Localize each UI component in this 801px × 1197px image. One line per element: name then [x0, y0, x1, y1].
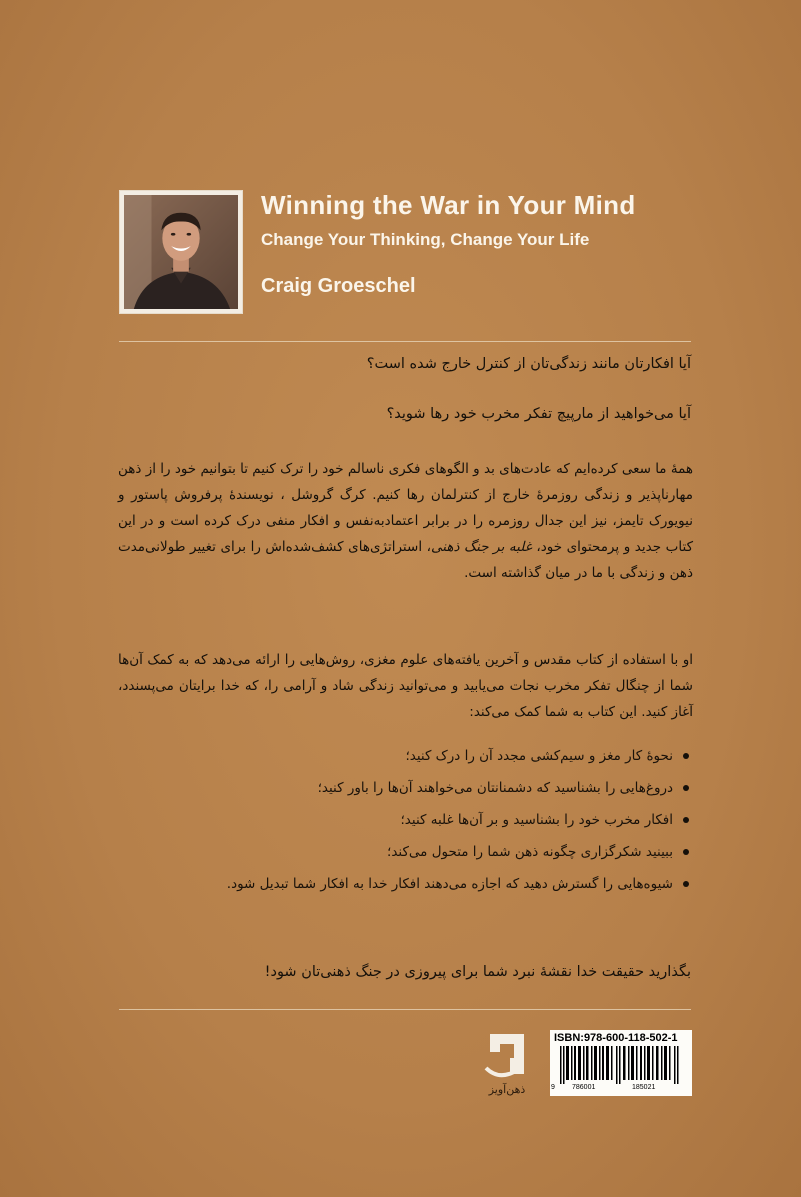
list-item: شیوه‌هایی را گسترش دهید که اجازه می‌دهند افکار خدا به افکار شما تبدیل شود.	[116, 871, 691, 897]
book-persian-title: غلبه بر جنگ ذهنی	[431, 539, 532, 555]
top-divider	[119, 341, 691, 342]
author-name: Craig Groeschel	[261, 275, 416, 297]
list-item: ببینید شکرگزاری چگونه ذهن شما را متحول می‌کند؛	[116, 839, 691, 865]
list-item: دروغ‌هایی را بشناسید که دشمنانتان می‌خواهند آن‌ها را باور کنید؛	[116, 775, 691, 801]
book-title: Winning the War in Your Mind	[261, 190, 636, 220]
benefits-list	[116, 743, 691, 903]
publisher-name: ذهن‌آویز	[488, 1083, 526, 1096]
paragraph-1-text-a: همهٔ ما سعی کرده‌ایم که عادت‌های بد و الگوهای فکری ناسالم خود را ترک کنیم تا بتوانیم خود را از ذهن مهارناپذیر و زندگی روزمرهٔ خارج از کنترلمان رها کنیم. کرگ گروشل ، نویسندهٔ پرفروش پاستور و نیویورک تایمز، نیز این جدال روزمره را در برابر اعتمادبه‌نفس و افکار منفی درک کرده است و در این کتاب جدید و پرمحتوای خود،	[118, 461, 693, 555]
book-subtitle: Change Your Thinking, Change Your Life	[261, 230, 590, 249]
isbn-barcode	[550, 1030, 692, 1096]
list-item: نحوهٔ کار مغز و سیم‌کشی مجدد آن را درک کنید؛	[116, 743, 691, 769]
publisher-logo-icon	[484, 1028, 530, 1088]
english-title-block	[261, 190, 636, 298]
barcode-digits-mid: 786001	[572, 1084, 596, 1091]
closing-line: بگذارید حقیقت خدا نقشهٔ نبرد شما برای پیروزی در جنگ ذهنی‌تان شود!	[264, 964, 691, 980]
author-photo	[119, 190, 243, 314]
barcode-bars	[556, 1046, 686, 1084]
bottom-divider	[119, 1009, 691, 1010]
paragraph-1	[118, 456, 693, 586]
author-portrait-image	[124, 195, 238, 309]
question-2: آیا می‌خواهید از مارپیچ تفکر مخرب خود رها شوید؟	[386, 406, 691, 422]
paragraph-1-text-b: ، استراتژی‌های کشف‌شده‌اش را برای تغییر طولانی‌مدت ذهن و زندگی با ما در میان گذاشته است.	[118, 539, 693, 581]
barcode-digits-right: 185021	[632, 1084, 656, 1091]
list-item: افکار مخرب خود را بشناسید و بر آن‌ها غلبه کنید؛	[116, 807, 691, 833]
barcode-digit-left: 9	[551, 1084, 555, 1091]
paragraph-2: او با استفاده از کتاب مقدس و آخرین یافته‌های علوم مغزی، روش‌هایی را ارائه می‌دهد که به کمک آن‌ها شما از چنگال تفکر مخرب نجات می‌یابید و می‌توانید زندگی شاد و آرامی را، که خدا برایتان می‌پسندد، آغاز کنید. این کتاب به شما کمک می‌کند:	[118, 652, 693, 720]
isbn-text: ISBN:978-600-118-502-1	[554, 1032, 678, 1044]
question-1: آیا افکارتان مانند زندگی‌تان از کنترل خارج شده است؟	[366, 356, 691, 372]
